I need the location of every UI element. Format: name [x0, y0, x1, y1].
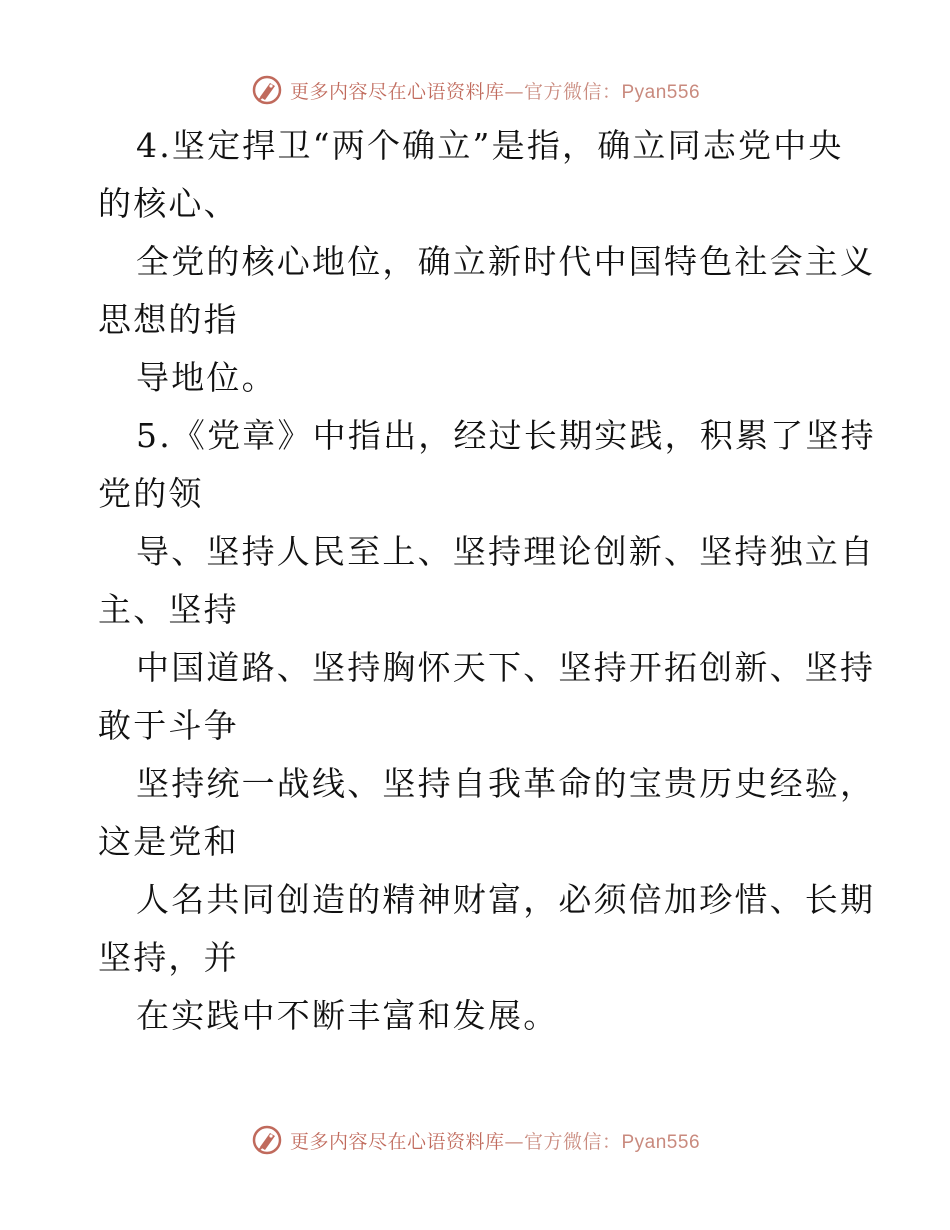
text-line: 全党的核心地位，确立新时代中国特色社会主义: [136, 242, 876, 281]
text-line: 敢于斗争: [98, 706, 239, 745]
watermark-separator: —: [504, 80, 524, 103]
text-line: 导地位。: [136, 358, 277, 397]
document-body: [98, 117, 876, 1045]
watermark-text: [290, 77, 700, 104]
text-line: 思想的指: [98, 300, 239, 339]
text-line: 这是党和: [98, 822, 239, 861]
watermark-contact-label: 官方微信：: [523, 80, 622, 103]
watermark-separator: —: [504, 1130, 524, 1153]
text-line: 坚持，并: [98, 938, 239, 977]
text-line: 主、坚持: [98, 590, 239, 629]
watermark-contact-label: 官方微信：: [523, 1130, 622, 1153]
watermark-text: [290, 1127, 700, 1154]
text-line: 人名共同创造的精神财富，必须倍加珍惜、长期: [136, 880, 876, 919]
watermark-contact-id: Pyan556: [621, 1131, 701, 1153]
text-line: 的核心、: [98, 184, 239, 223]
text-line: 5.《党章》中指出，经过长期实践，积累了坚持: [136, 416, 876, 455]
footer-watermark: [0, 1120, 950, 1160]
watermark-brand: 更多内容尽在心语资料库: [289, 1130, 505, 1153]
text-line: 中国道路、坚持胸怀天下、坚持开拓创新、坚持: [136, 648, 876, 687]
text-line: 在实践中不断丰富和发展。: [136, 996, 559, 1035]
header-watermark: [0, 70, 950, 110]
text-line: 4.坚定捍卫“两个确立”是指，确立同志党中央: [136, 126, 844, 165]
watermark-brand: 更多内容尽在心语资料库: [289, 80, 505, 103]
text-line: 导、坚持人民至上、坚持理论创新、坚持独立自: [136, 532, 876, 571]
pen-nib-circle-icon: [250, 73, 284, 107]
pen-nib-circle-icon: [250, 1123, 284, 1157]
watermark-contact-id: Pyan556: [621, 81, 701, 103]
text-line: 坚持统一战线、坚持自我革命的宝贵历史经验，: [136, 764, 876, 803]
text-line: 党的领: [98, 474, 204, 513]
